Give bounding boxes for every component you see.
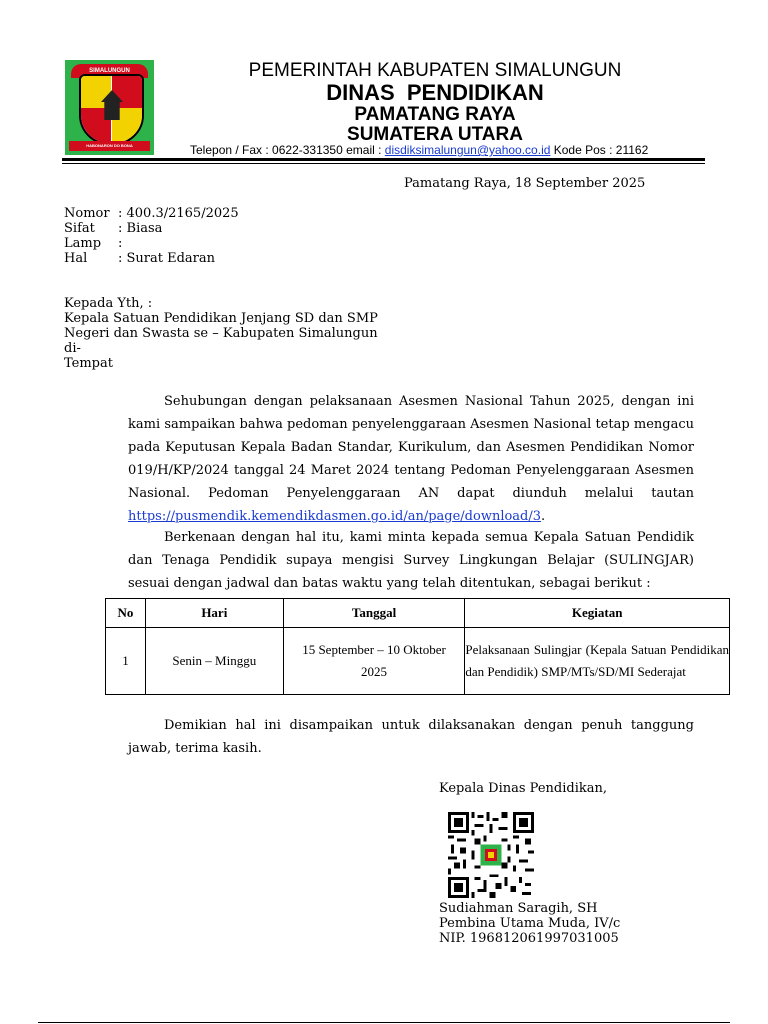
contact-phone: Telepon / Fax : 0622-331350 email : xyxy=(190,143,385,157)
letterhead-city: PAMATANG RAYA xyxy=(354,104,516,125)
cell-tanggal: 15 September – 10 Oktober 2025 xyxy=(283,628,465,695)
logo-motto-ribbon xyxy=(69,141,150,151)
recipient-place-prefix: di- xyxy=(64,341,81,356)
cell-no: 1 xyxy=(106,628,146,695)
paragraph-1-end: . xyxy=(541,509,546,524)
download-link[interactable]: https://pusmendik.kemendikdasmen.go.id/an/page/download/3 xyxy=(128,509,542,524)
table-row xyxy=(106,628,730,695)
logo-shield-icon xyxy=(79,74,144,145)
qr-code-icon xyxy=(448,812,534,898)
letterhead-agency: DINAS PENDIDIKAN xyxy=(326,80,544,105)
signatory-nip: NIP. 196812061997031005 xyxy=(439,931,619,946)
recipient-salutation: Kepada Yth, : xyxy=(64,296,153,311)
letter-date: Pamatang Raya, 18 September 2025 xyxy=(404,176,646,191)
recipient-line: Kepala Satuan Pendidikan Jenjang SD dan SMP xyxy=(64,311,378,326)
signatory-name: Sudiahman Saragih, SH xyxy=(439,901,598,916)
signatory-rank: Pembina Utama Muda, IV/c xyxy=(439,916,621,931)
table-header-row xyxy=(106,599,730,628)
logo-top-text: SIMALUNGUN xyxy=(89,68,130,74)
meta-label-sifat: Sifat xyxy=(64,221,95,236)
table-header-tanggal: Tanggal xyxy=(283,599,465,628)
meta-value-nomor: : 400.3/2165/2025 xyxy=(118,206,239,221)
table-header-kegiatan: Kegiatan xyxy=(465,599,730,628)
meta-value-lamp: : xyxy=(118,236,123,251)
letterhead-contact xyxy=(190,143,710,157)
schedule-table xyxy=(105,598,730,695)
footer-rule xyxy=(38,1022,730,1023)
signatory-title: Kepala Dinas Pendidikan, xyxy=(439,781,607,796)
letterhead-rule-thin xyxy=(62,163,705,164)
meta-value-sifat: : Biasa xyxy=(118,221,163,236)
regency-logo xyxy=(65,60,154,155)
body-paragraph-1 xyxy=(128,390,694,528)
cell-hari: Senin – Minggu xyxy=(145,628,283,695)
letterhead-government: PEMERINTAH KABUPATEN SIMALUNGUN xyxy=(248,60,622,81)
logo-motto-text: HABONARON DO BONA xyxy=(86,143,133,148)
recipient-line: Negeri dan Swasta se – Kabupaten Simalungun xyxy=(64,326,378,341)
body-paragraph-2: Berkenaan dengan hal itu, kami minta kepada semua Kepala Satuan Pendidik dan Tenaga Pendidik supaya mengisi Survey Lingkungan Belajar (SULINGJAR) sesuai dengan jadwal dan batas waktu yang telah ditentukan, sebagai berikut : xyxy=(128,530,694,591)
contact-postal-code: Kode Pos : 21162 xyxy=(550,143,649,157)
cell-kegiatan: Pelaksanaan Sulingjar (Kepala Satuan Pendidikan dan Pendidik) SMP/MTs/SD/MI Sederajat xyxy=(465,628,730,695)
letterhead-province: SUMATERA UTARA xyxy=(347,124,523,145)
letterhead-rule-thick xyxy=(62,158,705,161)
recipient-place: Tempat xyxy=(64,356,113,371)
meta-value-hal: : Surat Edaran xyxy=(118,251,216,266)
meta-label-lamp: Lamp xyxy=(64,236,102,251)
contact-email-link[interactable]: disdiksimalungun@yahoo.co.id xyxy=(384,143,551,157)
table-header-hari: Hari xyxy=(145,599,283,628)
meta-label-nomor: Nomor xyxy=(64,206,110,221)
table-header-no: No xyxy=(106,599,146,628)
closing-paragraph: Demikian hal ini disampaikan untuk dilaksanakan dengan penuh tanggung jawab, terima kasih. xyxy=(128,718,694,756)
paragraph-1-text: Sehubungan dengan pelaksanaan Asesmen Nasional Tahun 2025, dengan ini kami sampaikan bahwa pedoman penyelenggaraan Asesmen Nasional tetap mengacu pada Keputusan Kepala Badan Standar, Kurikulum, dan Asesmen Pendidikan Nomor 019/H/KP/2024 tanggal 24 Maret 2024 tentang Pedoman Penyelenggaraan Asesmen Nasional. Pedoman Penyelenggaraan AN dapat diunduh melalui tautan xyxy=(128,394,694,501)
meta-label-hal: Hal xyxy=(64,251,88,266)
